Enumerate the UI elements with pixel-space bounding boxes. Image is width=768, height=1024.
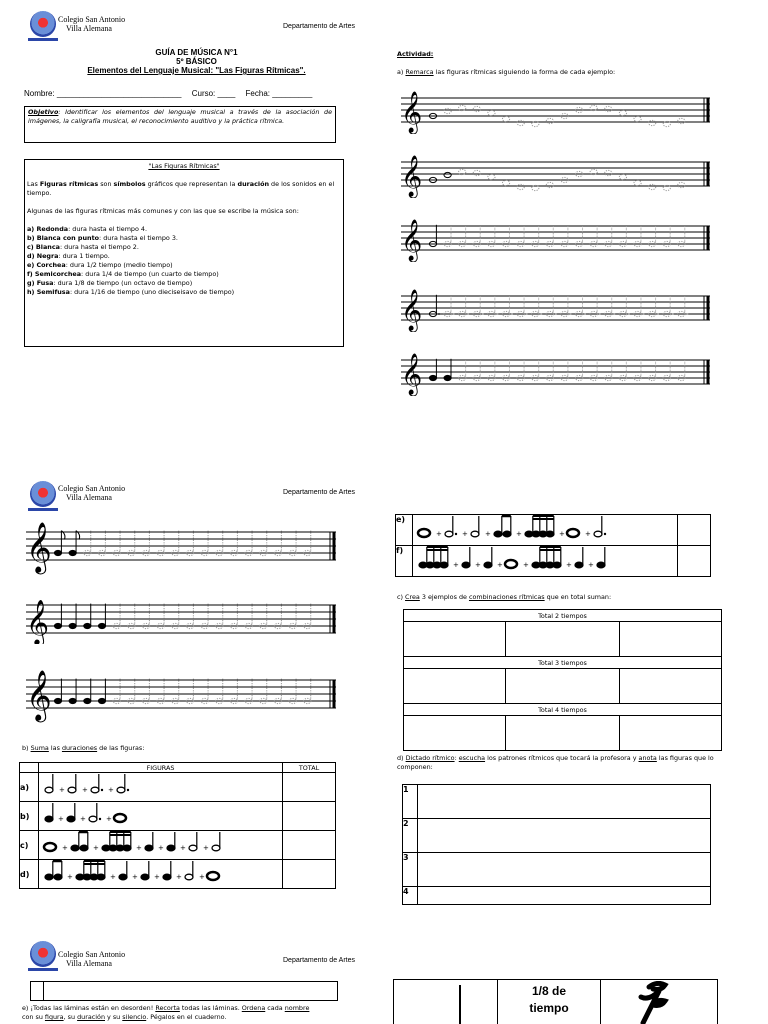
school-name — [58, 15, 125, 33]
rest-symbol-icon[interactable] — [629, 981, 679, 1024]
svg-text:𝄞: 𝄞 — [401, 92, 423, 133]
objective-label: Objetivo — [28, 108, 59, 116]
rhythm-row-a — [39, 773, 282, 797]
row-label: 3 — [403, 853, 418, 887]
note-stem — [459, 985, 461, 1024]
svg-text:+: + — [497, 561, 503, 569]
svg-text:+: + — [516, 530, 522, 538]
student-info-line — [24, 89, 312, 98]
svg-text:+: + — [176, 873, 182, 881]
create-combinations-table — [403, 609, 722, 751]
svg-text:+: + — [436, 530, 442, 538]
svg-text:+: + — [566, 561, 572, 569]
figures-box-title: "Las Figuras Rítmicas" — [148, 162, 220, 170]
guide-heading — [24, 48, 369, 75]
school-logo-bar — [28, 968, 58, 971]
svg-text:+: + — [523, 561, 529, 569]
school-line2: Villa Alemana — [66, 24, 112, 33]
answer-cell[interactable] — [620, 669, 722, 704]
answer-cell[interactable] — [404, 669, 506, 704]
dictation-answer[interactable] — [418, 785, 711, 819]
svg-text:+: + — [106, 815, 112, 823]
school-line1: Colegio San Antonio — [58, 15, 126, 24]
school-name: Colegio San Antonio Villa Alemana — [58, 484, 126, 502]
school-logo — [30, 11, 56, 37]
name-field[interactable]: Nombre: ____________________________ — [24, 89, 182, 98]
svg-text:+: + — [80, 815, 86, 823]
activity-c-instruction: c) Crea 3 ejemplos de combinaciones rítmicas que en total suman: — [397, 593, 612, 601]
tracing-staff-7[interactable] — [22, 594, 338, 644]
date-field[interactable]: Fecha: _________ — [245, 89, 313, 98]
activity-d-instruction: d) Dictado rítmico: escucha los patrones rítmicos que tocará la profesora y anota las figuras que lo componen: — [397, 754, 714, 771]
empty-label-box — [30, 981, 338, 1001]
rhythm-row-e — [413, 515, 677, 541]
school-logo — [30, 481, 56, 507]
row-label: c) — [20, 831, 39, 860]
svg-text:+: + — [453, 561, 459, 569]
row-label: f) — [396, 546, 413, 577]
svg-text:𝄞: 𝄞 — [401, 156, 423, 197]
svg-text:𝄞: 𝄞 — [401, 220, 423, 261]
sum-durations-table — [19, 762, 336, 889]
rhythm-row-f — [413, 546, 677, 572]
figure-item: h) Semifusa: dura 1/16 de tiempo (uno dieciseisavo de tiempo) — [27, 288, 235, 296]
svg-text:+: + — [475, 561, 481, 569]
cutout-cards — [393, 979, 718, 1024]
figures-info-box — [24, 159, 344, 347]
svg-text:+: + — [62, 844, 68, 852]
tracing-staff-8[interactable] — [22, 668, 338, 724]
total-3-header: Total 3 tiempos — [404, 657, 722, 669]
svg-text:+: + — [203, 844, 209, 852]
school-logo-bar — [28, 508, 58, 511]
row-label: 1 — [403, 785, 418, 819]
department-label: Departamento de Artes — [283, 489, 355, 496]
row-label: e) — [396, 515, 413, 546]
activity-e-instruction: e) ¡Todas las láminas están en desorden! Recorta todas las láminas. Ordena cada nombre con su figura, su duración y su silencio. Pégalos en el cuaderno. — [22, 1004, 310, 1021]
figure-item: g) Fusa: dura 1/8 de tiempo (un octavo de tiempo) — [27, 279, 193, 287]
school-logo — [30, 941, 56, 967]
answer-cell[interactable] — [404, 622, 506, 657]
sum-durations-table-ef — [395, 514, 711, 577]
figure-item: d) Negra: dura 1 tiempo. — [27, 252, 110, 260]
grade-label: 5º BÁSICO — [176, 57, 217, 66]
school-name: Colegio San Antonio Villa Alemana — [58, 950, 126, 968]
row-label: b) — [20, 802, 39, 831]
svg-text:+: + — [588, 561, 594, 569]
figures-header: FIGURAS — [39, 763, 283, 773]
total-header: TOTAL — [283, 763, 336, 773]
row-label: 4 — [403, 887, 418, 905]
rhythm-row-c — [39, 831, 282, 855]
activity-heading: Actividad: — [397, 50, 434, 58]
total-2-header: Total 2 tiempos — [404, 610, 722, 622]
activity-a-instruction: a) Remarca las figuras rítmicas siguiendo la forma de cada ejemplo: — [397, 68, 616, 76]
svg-text:+: + — [154, 873, 160, 881]
total-answer-cell[interactable] — [283, 831, 336, 860]
activity-b-instruction: b) Suma las duraciones de las figuras: — [22, 744, 145, 752]
total-answer-cell[interactable] — [283, 860, 336, 889]
svg-text:+: + — [180, 844, 186, 852]
guide-subtitle: Elementos del Lenguaje Musical: "Las Figuras Rítmicas". — [87, 66, 306, 75]
svg-text:+: + — [108, 786, 114, 794]
svg-text:+: + — [110, 873, 116, 881]
svg-text:𝄞: 𝄞 — [401, 290, 423, 331]
school-logo-bar — [28, 38, 58, 41]
total-answer-cell[interactable] — [283, 802, 336, 831]
row-label: a) — [20, 773, 39, 802]
svg-text:𝄞: 𝄞 — [26, 522, 52, 573]
dictation-answer[interactable] — [418, 853, 711, 887]
total-4-header: Total 4 tiempos — [404, 704, 722, 716]
svg-text:+: + — [136, 844, 142, 852]
svg-text:+: + — [59, 786, 65, 794]
figure-item: c) Blanca: dura hasta el tiempo 2. — [27, 243, 139, 251]
tracing-staff-3[interactable] — [397, 216, 712, 262]
rhythm-row-b — [39, 802, 282, 826]
svg-text:+: + — [132, 873, 138, 881]
svg-text:+: + — [559, 530, 565, 538]
tracing-staff-4[interactable] — [397, 286, 712, 332]
svg-text:+: + — [199, 873, 205, 881]
svg-text:+: + — [462, 530, 468, 538]
svg-text:+: + — [58, 815, 64, 823]
figure-item: a) Redonda: dura hasta el tiempo 4. — [27, 225, 148, 233]
row-label: 2 — [403, 819, 418, 853]
figures-intro-2: Algunas de las figuras rítmicas más comunes y con las que se escribe la música son: — [27, 207, 299, 215]
tracing-staff-2[interactable] — [397, 152, 712, 198]
answer-cell[interactable] — [620, 716, 722, 751]
tracing-staff-1[interactable] — [397, 88, 712, 134]
duration-card[interactable]: 1/8 de tiempo — [529, 984, 569, 1015]
objective-box — [24, 106, 336, 143]
svg-text:+: + — [67, 873, 73, 881]
dictation-answer[interactable] — [418, 887, 711, 905]
dictation-answer[interactable] — [418, 819, 711, 853]
tracing-staff-5[interactable] — [397, 350, 712, 396]
figure-item: b) Blanca con punto: dura hasta el tiempo 3. — [27, 234, 178, 242]
guide-title: GUÍA DE MÚSICA N°1 — [155, 48, 238, 57]
total-answer-cell[interactable] — [283, 773, 336, 802]
department-label: Departamento de Artes — [283, 957, 355, 964]
answer-cell[interactable] — [506, 669, 620, 704]
department-label: Departamento de Artes — [283, 23, 355, 30]
answer-cell[interactable] — [404, 716, 506, 751]
rhythm-row-d — [39, 860, 282, 884]
figure-item: f) Semicorchea: dura 1/4 de tiempo (un cuarto de tiempo) — [27, 270, 219, 278]
svg-text:+: + — [93, 844, 99, 852]
svg-text:+: + — [158, 844, 164, 852]
dictation-table — [402, 784, 711, 905]
answer-cell[interactable] — [506, 622, 620, 657]
svg-text:𝄞: 𝄞 — [26, 670, 52, 721]
figures-intro: Las Figuras rítmicas son símbolos gráficos que representan la duración de los sonidos en el tiempo. — [27, 180, 335, 197]
svg-text:𝄞: 𝄞 — [26, 600, 50, 644]
total-answer-cell[interactable] — [678, 515, 711, 546]
course-field[interactable]: Curso: ____ — [191, 89, 236, 98]
svg-text:+: + — [585, 530, 591, 538]
answer-cell[interactable] — [506, 716, 620, 751]
row-label: d) — [20, 860, 39, 889]
svg-text:+: + — [485, 530, 491, 538]
tracing-staff-6[interactable] — [22, 520, 338, 576]
figure-item: e) Corchea: dura 1/2 tiempo (medio tiempo) — [27, 261, 173, 269]
figures-list — [27, 225, 341, 297]
answer-cell[interactable] — [620, 622, 722, 657]
svg-text:+: + — [82, 786, 88, 794]
objective-text: : Identificar los elementos del lenguaje musical a través de la asociación de imágenes, la caligrafía musical, el reconocimiento auditivo y la práctica rítmica. — [28, 108, 332, 125]
svg-text:𝄞: 𝄞 — [401, 354, 423, 395]
total-answer-cell[interactable] — [678, 546, 711, 577]
